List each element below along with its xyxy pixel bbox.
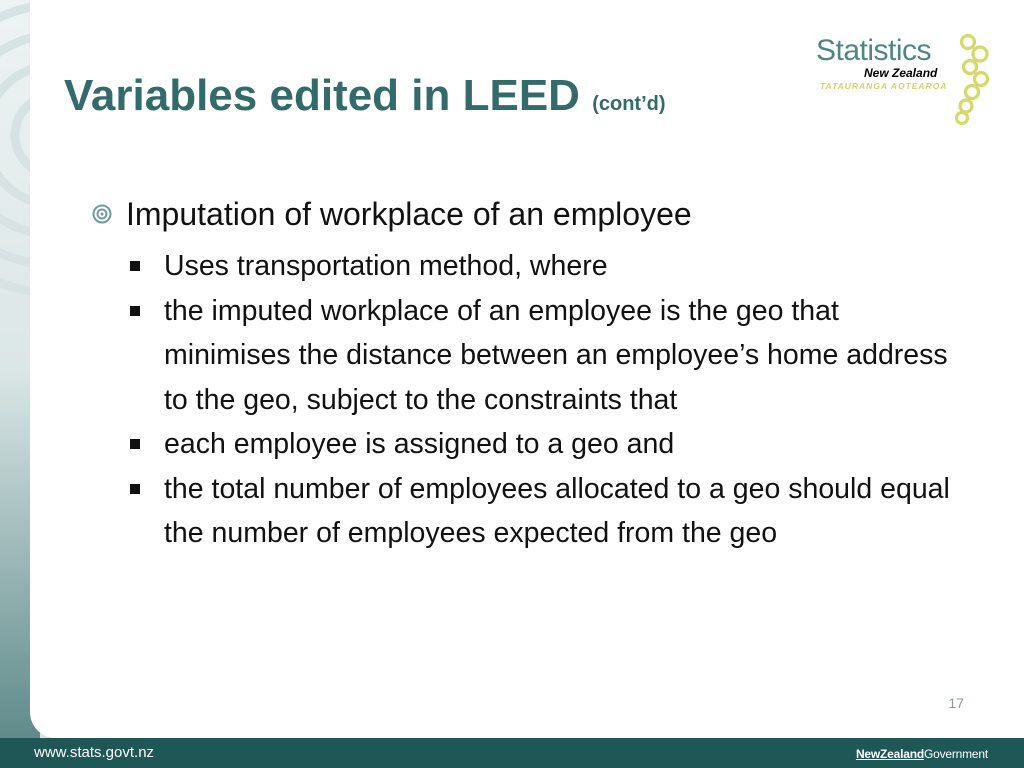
logo-maori-text: TATAURANGA AOTEAROA [820,81,948,91]
square-bullet-icon [130,306,140,316]
stats-nz-logo [816,32,996,132]
slide-title [64,68,666,132]
main-bullet-text: Imputation of workplace of an employee [126,196,692,232]
footer-url: www.stats.govt.nz [34,744,155,761]
square-bullet-icon [130,484,140,494]
page-number: 17 [948,695,964,711]
square-bullet-icon [130,439,140,449]
sub-bullet-text: the total number of employees allocated to a geo should equal the number of employees expected from the geo [164,472,950,549]
sub-bullet-text: Uses transportation method, where [164,250,608,282]
sub-bullet [126,467,972,556]
main-bullet [92,194,972,234]
slide-content [92,194,972,556]
sub-bullet [126,422,972,467]
footer-bar [0,738,1024,768]
title-text: Variables edited in LEED [64,71,580,120]
nz-government-logo [856,746,988,762]
sub-bullet-text: the imputed workplace of an employee is the geo that minimises the distance between an employee’s home address to the geo, subject to the constraints that [164,294,948,416]
gov-logo-rest: Government [923,747,988,761]
sub-bullet-text: each employee is assigned to a geo and [164,428,675,460]
title-suffix: (cont’d) [592,93,666,115]
square-bullet-icon [130,261,140,271]
sub-bullet [126,289,972,423]
sub-bullet [126,244,972,289]
concentric-circle-bullet-icon [92,204,112,224]
logo-subtitle: New Zealand [864,66,938,80]
gov-logo-bold: NewZealand [855,747,924,761]
sub-bullet-list [126,244,972,556]
koru-rings-icon [952,32,996,128]
logo-word: Statistics [816,34,932,67]
